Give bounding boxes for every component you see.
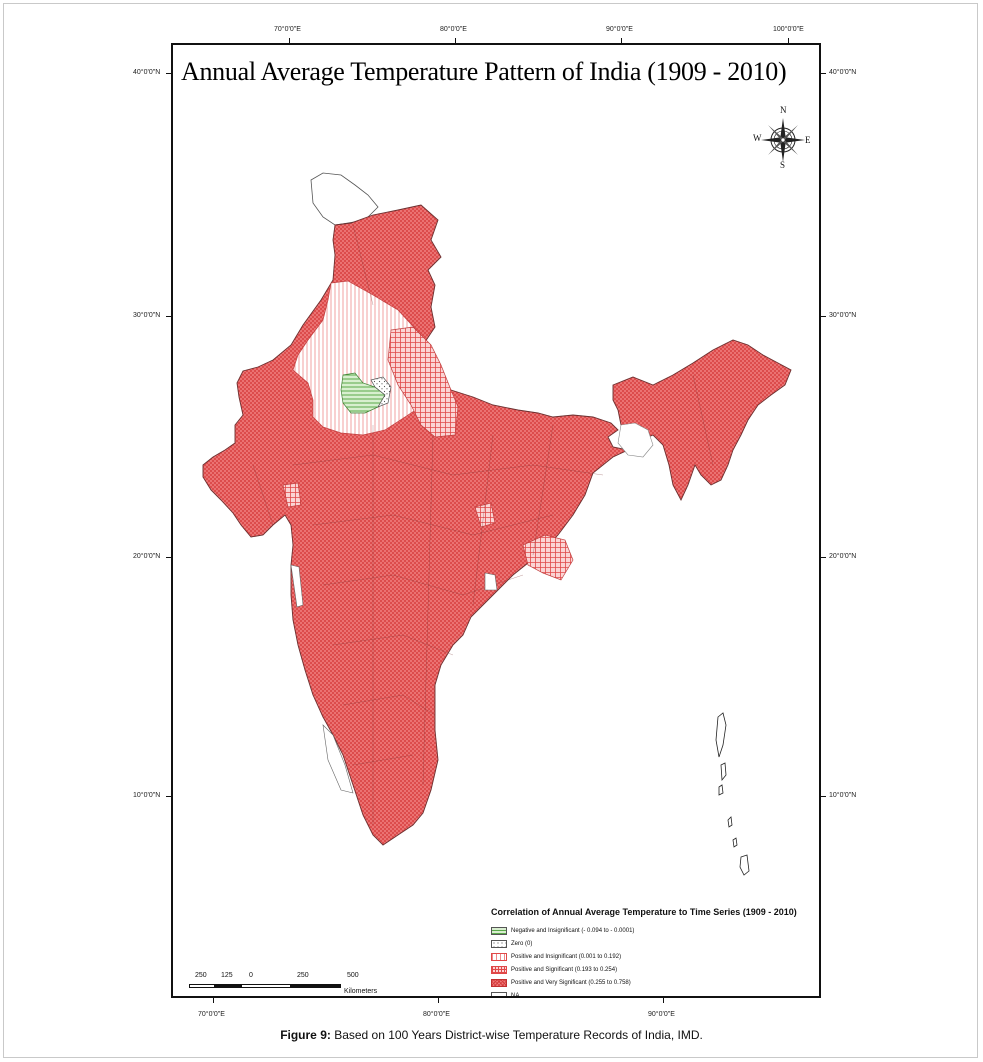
legend-item-positive-very-significant <box>491 976 821 989</box>
region-mainland <box>203 205 628 845</box>
lat-label-left-30: 30°0'0"N <box>133 312 161 319</box>
legend-title: Correlation of Annual Average Temperature to Time Series (1909 - 2010) <box>491 907 797 917</box>
region-positive-significant-2 <box>523 535 573 580</box>
legend-label-positive-very-significant: Positive and Very Significant (0.255 to 0.758) <box>511 979 631 986</box>
caption-prefix: Figure 9: <box>280 1028 331 1042</box>
legend-item-positive-significant <box>491 963 821 976</box>
region-northeast <box>613 340 791 500</box>
compass-south: S <box>780 160 786 170</box>
tick <box>821 73 826 74</box>
caption-text: Based on 100 Years District-wise Temperature Records of India, IMD. <box>330 1028 703 1042</box>
scale-segment <box>189 984 215 988</box>
lat-label-left-20: 20°0'0"N <box>133 553 161 560</box>
lon-label-bottom-90: 90°0'0"E <box>648 1011 675 1018</box>
map-frame <box>171 43 821 998</box>
lat-label-right-30: 30°0'0"N <box>829 312 857 319</box>
compass-north: N <box>780 105 787 115</box>
legend-swatch-na <box>491 992 507 999</box>
compass-rose <box>753 105 813 175</box>
legend-label-positive-insignificant: Positive and Insignificant (0.001 to 0.192) <box>511 953 622 960</box>
scale-segment <box>215 984 241 988</box>
lon-label-top-80: 80°0'0"E <box>440 26 467 33</box>
figure-caption <box>0 1028 983 1042</box>
legend-item-zero <box>491 937 821 950</box>
legend-item-na <box>491 989 821 998</box>
lon-label-bottom-80: 80°0'0"E <box>423 1011 450 1018</box>
lat-label-right-20: 20°0'0"N <box>829 553 857 560</box>
scale-label: 250 <box>297 972 309 979</box>
legend-swatch-positive-very-significant <box>491 979 507 987</box>
map-legend <box>491 907 821 998</box>
compass-star-icon <box>753 105 813 175</box>
tick <box>438 998 439 1003</box>
lat-label-left-10: 10°0'0"N <box>133 792 161 799</box>
andaman-nicobar-islands <box>716 713 749 875</box>
legend-label-zero: Zero (0) <box>511 940 533 947</box>
legend-swatch-positive-significant <box>491 966 507 974</box>
lat-label-left-40: 40°0'0"N <box>133 69 161 76</box>
lat-label-right-40: 40°0'0"N <box>829 69 857 76</box>
compass-east: E <box>805 135 811 145</box>
lon-label-bottom-70: 70°0'0"E <box>198 1011 225 1018</box>
india-map <box>173 45 821 998</box>
map-title: Annual Average Temperature Pattern of India (1909 - 2010) <box>181 57 787 86</box>
legend-label-negative: Negative and Insignificant (- 0.094 to - 0.0001) <box>511 927 635 934</box>
scale-segment <box>291 984 341 988</box>
tick <box>821 557 826 558</box>
legend-item-negative <box>491 924 821 937</box>
legend-swatch-negative <box>491 927 507 935</box>
scale-label: 250 <box>195 972 207 979</box>
lon-label-top-100: 100°0'0"E <box>773 26 804 33</box>
tick <box>821 316 826 317</box>
legend-label-na: NA <box>511 992 520 998</box>
legend-swatch-positive-insignificant <box>491 953 507 961</box>
scale-label: 125 <box>221 972 233 979</box>
scale-unit: Kilometers <box>344 988 378 995</box>
tick <box>663 998 664 1003</box>
coast-patch <box>485 573 497 590</box>
legend-item-positive-insignificant <box>491 950 821 963</box>
lat-label-right-10: 10°0'0"N <box>829 792 857 799</box>
scale-bar <box>187 972 407 998</box>
compass-west: W <box>753 133 762 143</box>
scale-label: 0 <box>249 972 253 979</box>
tick <box>213 998 214 1003</box>
tick <box>821 796 826 797</box>
lon-label-top-90: 90°0'0"E <box>606 26 633 33</box>
scale-segment <box>241 984 291 988</box>
scale-label: 500 <box>347 972 359 979</box>
legend-swatch-zero <box>491 940 507 948</box>
legend-label-positive-significant: Positive and Significant (0.193 to 0.254) <box>511 966 618 973</box>
lon-label-top-70: 70°0'0"E <box>274 26 301 33</box>
